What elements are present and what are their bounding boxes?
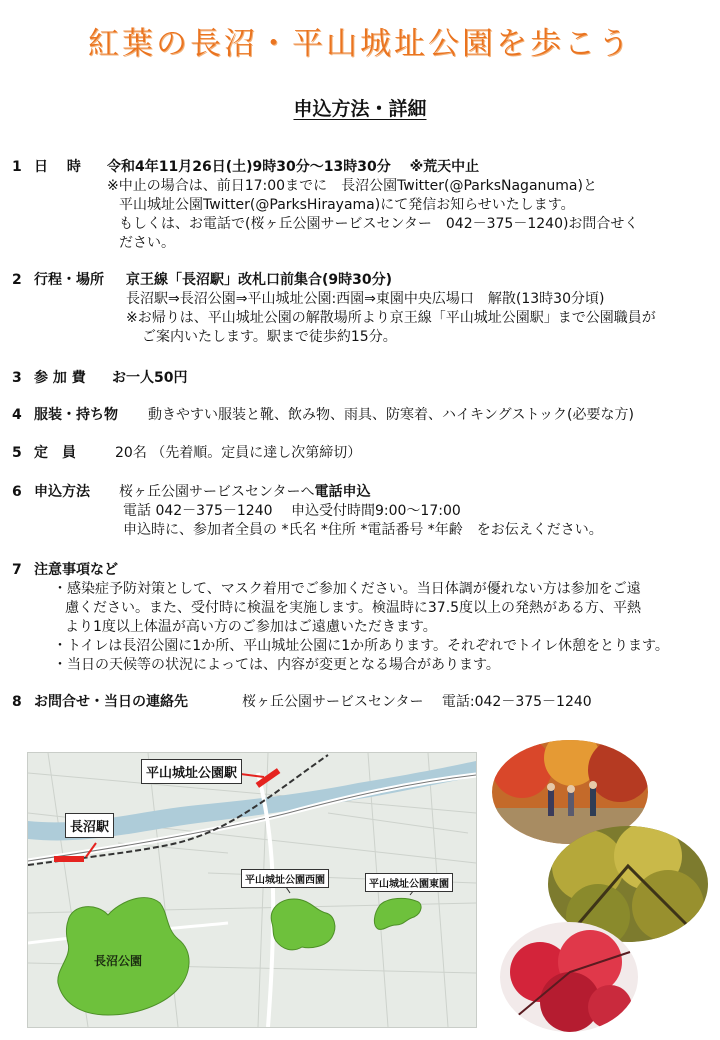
section-label: お問合せ・当日の連絡先	[34, 694, 188, 710]
section-number: 6	[12, 484, 22, 500]
route-map	[27, 752, 477, 1028]
belongings-text: 動きやすい服装と靴、飲み物、雨具、防寒着、ハイキングストック(必要な方)	[148, 407, 634, 423]
naganuma-station-marker	[54, 856, 84, 862]
fee-value: お一人50円	[112, 370, 188, 386]
note-item: より1度以上体温が高い方のご参加はご遠慮いただきます。	[65, 619, 437, 635]
application-prefix: 桜ヶ丘公園サービスセンターへ	[119, 484, 315, 500]
return-notice: ※お帰りは、平山城址公園の解散場所より京王線「平山城址公園駅」まで公園職員が	[126, 310, 656, 326]
meeting-point: 京王線「長沼駅」改札口前集合(9時30分)	[126, 272, 393, 288]
naganuma-station-label: 長沼駅	[65, 813, 114, 838]
application-phone-label: 電話申込	[314, 484, 371, 500]
section-number: 1	[12, 159, 22, 175]
section-number: 5	[12, 445, 22, 461]
section-number: 3	[12, 370, 22, 386]
section-label: 申込方法	[34, 484, 90, 500]
application-phone: 電話 042－375－1240 申込受付時間9:00～17:00	[123, 503, 461, 519]
hirayama-station-label: 平山城址公園駅	[141, 759, 242, 784]
cancel-notice: もしくは、お電話で(桜ヶ丘公園サービスセンター 042－375－1240)お問合せく	[119, 216, 639, 232]
west-park-label: 平山城址公園西園	[241, 869, 329, 888]
section-label: 注意事項など	[34, 562, 118, 578]
section-number: 7	[12, 562, 22, 578]
note-item: ・当日の天候等の状況によっては、内容が変更となる場合があります。	[53, 657, 500, 673]
contact-text: 桜ヶ丘公園サービスセンター 電話:042－375－1240	[242, 694, 592, 710]
return-notice: ご案内いたします。駅まで徒歩約15分。	[142, 329, 397, 345]
section-label: 参 加 費	[34, 370, 86, 386]
page-subtitle: 申込方法・詳細	[293, 98, 427, 120]
naganuma-park-label: 長沼公園	[94, 954, 143, 968]
application-requirements: 申込時に、参加者全員の *氏名 *住所 *電話番号 *年齢 をお伝えください。	[123, 522, 603, 538]
route-text: 長沼駅⇒長沼公園⇒平山城址公園:西園⇒東園中央広場口 解散(13時30分頃)	[126, 291, 605, 307]
section-label: 服装・持ち物	[34, 407, 118, 423]
note-item: ・トイレは長沼公園に1か所、平山城址公園に1か所あります。それぞれでトイレ休憩をとります。	[53, 638, 669, 654]
section-label: 行程・場所	[34, 272, 104, 288]
cancel-notice: ださい。	[119, 235, 175, 251]
page-title: 紅葉の長沼・平山城址公園を歩こう	[88, 26, 632, 62]
cancel-notice: ※中止の場合は、前日17:00までに 長沼公園Twitter(@ParksNaganuma)と	[107, 178, 597, 194]
event-datetime: 令和4年11月26日(土)9時30分～13時30分 ※荒天中止	[107, 159, 480, 175]
section-number: 8	[12, 694, 22, 710]
note-item: ・感染症予防対策として、マスク着用でご参加ください。当日体調が優れない方は参加をご遠	[53, 581, 641, 597]
east-park-label: 平山城址公園東園	[365, 873, 453, 892]
application-method	[119, 483, 370, 502]
capacity-text: 20名 （先着順。定員に達し次第締切）	[115, 445, 362, 461]
photo-red-leaves	[500, 922, 638, 1032]
section-number: 2	[12, 272, 22, 288]
note-item: 慮ください。また、受付時に検温を実施します。検温時に37.5度以上の発熱がある方、平熱	[65, 600, 642, 616]
section-number: 4	[12, 407, 22, 423]
section-label: 日 時	[34, 159, 81, 175]
cancel-notice: 平山城址公園Twitter(@ParksHirayama)にて発信お知らせいたします。	[119, 197, 575, 213]
section-label: 定 員	[34, 445, 76, 461]
